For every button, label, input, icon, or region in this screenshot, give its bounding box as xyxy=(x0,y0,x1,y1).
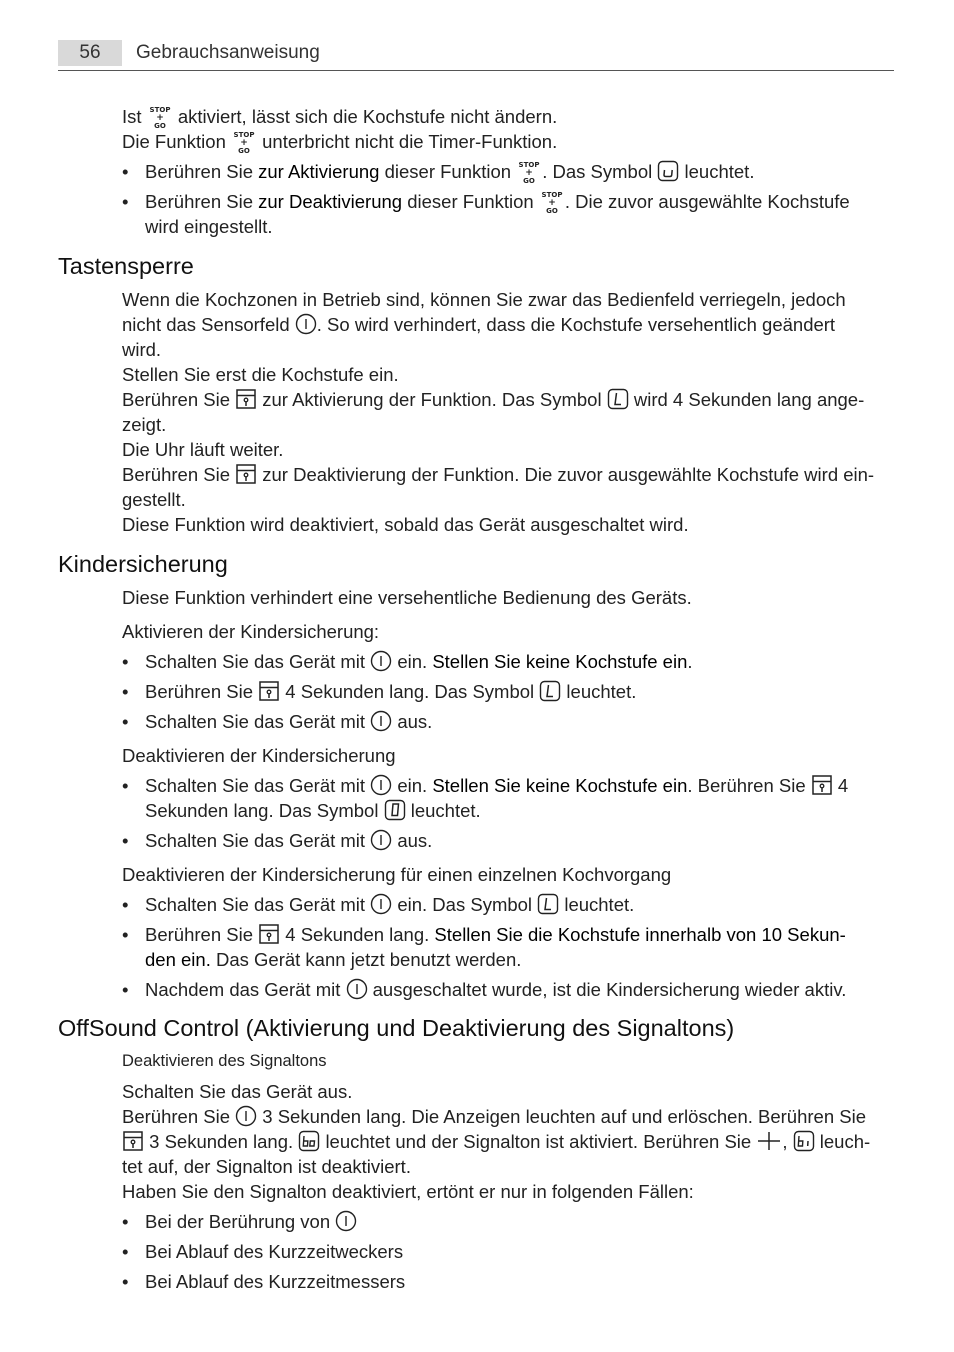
power-icon xyxy=(235,1105,257,1127)
stop-go-icon xyxy=(231,130,257,154)
display-bi-icon xyxy=(793,1130,815,1152)
lock-key-icon xyxy=(235,463,257,485)
page-header xyxy=(58,38,894,71)
svg-text:GO: GO xyxy=(153,122,166,129)
tastensperre-line-2: nicht das Sensorfeld . So wird verhindert, dass die Kochstufe versehentlich geändert xyxy=(122,314,836,335)
lock-key-icon xyxy=(122,1130,144,1152)
offsound-line-4: tet auf, der Signalton ist deaktiviert. xyxy=(122,1156,411,1177)
offsound-line-3: 3 Sekunden lang. leuchtet und der Signalton ist aktiviert. Berühren Sie , leuch- xyxy=(122,1129,894,1154)
power-icon xyxy=(370,774,392,796)
tastensperre-line-7: Die Uhr läuft weiter. xyxy=(122,439,284,460)
offsound-sub: Deaktivieren des Signaltons xyxy=(122,1052,327,1070)
power-icon xyxy=(370,710,392,732)
svg-text:STOP: STOP xyxy=(518,161,540,169)
tastensperre-line-8: Berühren Sie zur Deaktivierung der Funktion. Die zuvor ausgewählte Kochstufe wird ein- xyxy=(122,464,875,485)
offsound-line-1: Schalten Sie das Gerät aus. xyxy=(122,1081,353,1102)
lock-key-icon xyxy=(811,774,833,796)
power-icon xyxy=(370,829,392,851)
tastensperre-line-4: Stellen Sie erst die Kochstufe ein. xyxy=(122,364,399,385)
display-l-icon xyxy=(537,893,559,915)
stop-go-icon xyxy=(516,160,542,184)
lock-key-icon xyxy=(258,923,280,945)
svg-text:STOP: STOP xyxy=(541,191,563,199)
power-icon xyxy=(370,893,392,915)
tastensperre-line-6: zeigt. xyxy=(122,414,167,435)
svg-text:+: + xyxy=(240,138,248,148)
tastensperre-line-1: Wenn die Kochzonen in Betrieb sind, können Sie zwar das Bedienfeld verriegeln, jedoch xyxy=(122,289,846,310)
tastensperre-line-10: Diese Funktion wird deaktiviert, sobald das Gerät ausgeschaltet wird. xyxy=(122,514,689,535)
lock-key-icon xyxy=(258,680,280,702)
kinder-sub-activate: Aktivieren der Kindersicherung: xyxy=(122,621,380,642)
svg-text:STOP: STOP xyxy=(233,131,255,139)
kinder-sub-deactivate: Deaktivieren der Kindersicherung xyxy=(122,745,396,766)
power-icon xyxy=(295,313,317,335)
display-u-icon xyxy=(657,160,679,182)
svg-text:GO: GO xyxy=(523,177,536,184)
page-number: 56 xyxy=(58,40,122,66)
stop-go-icon xyxy=(539,190,565,214)
tastensperre-line-5: Berühren Sie zur Aktivierung der Funktion. Das Symbol wird 4 Sekunden lang ange- xyxy=(122,389,865,410)
power-icon xyxy=(346,978,368,1000)
kinder-sub-single: Deaktivieren der Kindersicherung für einen einzelnen Kochvorgang xyxy=(122,864,672,885)
svg-text:+: + xyxy=(548,198,556,208)
svg-text:STOP: STOP xyxy=(149,106,171,114)
power-icon xyxy=(335,1210,357,1232)
intro-line-1: Ist STOP + GO aktiviert, lässt sich die Kochstufe nicht ändern. xyxy=(122,106,558,129)
offsound-line-2: Berühren Sie 3 Sekunden lang. Die Anzeigen leuchten auf und erlöschen. Berühren Sie xyxy=(122,1106,866,1127)
display-l-icon xyxy=(607,388,629,410)
power-icon xyxy=(370,650,392,672)
header-title: Gebrauchsanweisung xyxy=(136,42,320,63)
stop-go-icon xyxy=(147,105,173,129)
intro-line-2: Die Funktion STOP + GO unterbricht nicht die Timer-Funktion. xyxy=(122,131,558,154)
display-0-icon xyxy=(384,799,406,821)
tastensperre-line-3: wird. xyxy=(122,339,162,360)
heading-kindersicherung: Kindersicherung xyxy=(58,551,228,577)
display-bo-icon xyxy=(298,1130,320,1152)
heading-offsound: OffSound Control (Aktivierung und Deaktivierung des Signaltons) xyxy=(58,1015,735,1041)
lock-key-icon xyxy=(235,388,257,410)
manual-page: 56 Gebrauchsanweisung Ist STOP + GO aktiviert, lässt sich die Kochstufe nicht ändern. Die Funktion STOP + GO unterbricht nicht die Timer-Funktion. • Berühren Sie zur Aktivierung dieser Funktion STOP + GO . Das Symbol leuchtet. • Berühren Sie zur Deaktivierung dieser Funktion STOP + GO . Die zuvor ausgewählte Kochstufe wird eingestellt. Tastensperre Wenn die Kochzonen in Betrieb sind, können Sie zwar das Bedienfeld verriegeln, jedoch nicht das Sensorfeld . So wird verhindert, dass die Kochstufe versehentlich geändert wird. Stellen Sie erst die Kochstufe ein. Berühren Sie zur Aktivierung der Funktion. Das Symbol wird 4 Sekunden lang ange- zeigt. Die Uhr läuft weiter. Berühren Sie zur Deaktivierung der Funktion. Die zuvor ausgewählte Kochstufe wird ein- gestellt. Diese Funktion wird deaktiviert, sobald das Gerät ausgeschaltet wird. Kindersicherung Diese Funktion verhindert eine versehentliche Bedienung des Geräts. Aktivieren der Kindersicherung: • Schalten Sie das Gerät mit ein. Stellen Sie keine Kochstufe ein. • Berühren Sie 4 Sekunden lang. Das Symbol leuchtet. • Schalten Sie das Gerät mit aus. Deaktivieren der Kindersicherung • Schalten Sie das Gerät mit ein. Stellen Sie keine Kochstufe ein. Berühren Sie 4 Sekunden lang. Das Symbol leuchtet. • Schalten Sie das Gerät mit aus. Deaktivieren der Kindersicherung für einen einzelnen Kochvorgang • Schalten Sie das Gerät mit ein. Das Symbol leuchtet. • Berühren Sie 4 Sekunden lang. Stellen Sie die Kochstufe innerhalb von 10 Sekun- den ein. Das Gerät kann jetzt benutzt werden. • Nachdem das Gerät mit ausgeschaltet wurde, ist die Kindersicherung wieder aktiv. OffSound Control (Aktivierung und Deaktivierung des Signaltons) Deaktivieren des Signaltons Schalten Sie das Gerät aus. Berühren Sie 3 Sekunden lang. Die Anzeigen leuchten auf und erlöschen. Berühren Sie 3 Sekunden lang. leuchtet und der Signalton ist aktiviert. Berühren Sie , leuch- tet auf, der Signalton ist deaktiviert. Haben Sie den Signalton deaktiviert, ertönt er nur in folgenden Fällen: • Bei der Berührung von • Bei Ablauf des Kurzzeitweckers • Bei Ablauf des Kurzzeitmessers xyxy=(0,0,954,1352)
svg-text:GO: GO xyxy=(238,147,250,154)
display-l-icon xyxy=(539,680,561,702)
tastensperre-line-9: gestellt. xyxy=(122,489,186,510)
svg-text:GO: GO xyxy=(545,207,558,214)
svg-text:+: + xyxy=(155,113,164,123)
kinder-intro: Diese Funktion verhindert eine versehentliche Bedienung des Geräts. xyxy=(122,587,692,608)
plus-icon xyxy=(756,1130,782,1152)
heading-tastensperre: Tastensperre xyxy=(58,253,194,279)
svg-text:+: + xyxy=(525,168,534,178)
offsound-line-5: Haben Sie den Signalton deaktiviert, ertönt er nur in folgenden Fällen: xyxy=(122,1181,694,1202)
